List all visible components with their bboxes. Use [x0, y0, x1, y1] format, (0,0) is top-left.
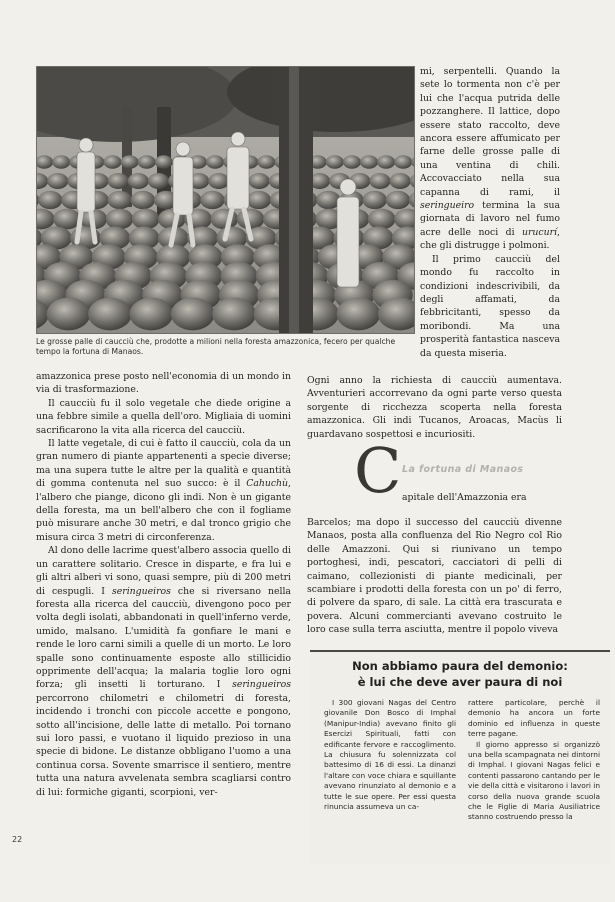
- rubber-ball: [360, 155, 378, 169]
- box-paragraph-3: Il giorno appresso si organizzò una bella scampagnata nei dintorni di Imphal. I giovani Nagas felici e contenti passarono cantando per le vie della città e visitarono i lavori in corso della nuova grande scuola che le Figlie di Maria Ausiliatrice stanno costruendo presso la: [468, 739, 601, 822]
- drop-cap: C: [354, 434, 402, 507]
- rubber-ball: [386, 191, 410, 209]
- rubber-ball: [257, 155, 275, 169]
- section-first-line: apitale dell'Amazzonia era: [402, 492, 527, 503]
- right-column-mid: [307, 374, 562, 441]
- rubber-ball: [377, 155, 395, 169]
- rubber-ball: [52, 155, 70, 169]
- rubber-ball: [337, 298, 381, 331]
- rubber-ball: [38, 191, 62, 209]
- rubber-ball: [131, 191, 155, 209]
- rubber-ball: [326, 155, 344, 169]
- photo-illustration: [37, 67, 414, 333]
- rubber-ball: [369, 173, 390, 189]
- rubber-ball: [47, 173, 68, 189]
- rubber-ball: [108, 173, 129, 189]
- left-column: [36, 370, 291, 799]
- section-paragraph: Barcelos; ma dopo il successo del caucciù divenne Manaos, posta alla confluenza del Rio Negro col Rio delle Amazzoni. Qui si riunivano un tempo portoghesi, indi, pescatori, cacciatori di pelli di caimano, collezionisti di piante medicinali, per scambiare i prodotti della foresta con un po' di ferro, di polvere da sparo, di sale. La città era trascurata e povera. Alcuni commercianti avevano costruito le loro case sulla terra asciutta, mentre il popolo viveva: [307, 517, 562, 636]
- rubber-ball: [249, 173, 270, 189]
- rubber-ball: [121, 155, 139, 169]
- rubber-ball: [206, 155, 224, 169]
- rubber-ball: [104, 155, 122, 169]
- left-paragraph-0: amazzonica prese posto nell'economia di un mondo in via di trasformazione.: [36, 371, 291, 396]
- sidebar-news-box: [310, 650, 610, 864]
- rubber-ball: [390, 173, 411, 189]
- box-paragraph-2: rattere particolare, perchè il demonio ha ancora un forte dominio ed influenza in queste terre pagane.: [468, 698, 600, 739]
- rubber-ball: [108, 191, 132, 209]
- box-paragraph-1: I 300 giovani Nagas del Centro giovanile Don Bosco di Imphal (Manipur-India) avevano finito gli Esercizi Spirituali, fatti con edificante fervore e raccoglimento. La chiusura fu solennizzata col battesimo di 16 di essi. La dinanzi l'altare con voce chiara e squillante avevano rinunziato al demonio e a tutte le sue opere. Per essi questa rinuncia assumeva un ca-: [324, 698, 456, 812]
- left-paragraph-2: Il latte vegetale, di cui è fatto il caucciù, cola da un gran numero di piante appartenenti a specie diverse; ma una supera tutte le altre per la qualità e quantità di gomma contenuta nel suo succo: è il Cahuchù, l'albero che piange, dicono gli indi. Non è un gigante della foresta, ma un bell'albero che con il fogliame può misurare anche 30 metri, e dal tronco grigio che misura circa 3 metri di circonferenza.: [36, 438, 291, 543]
- rubber-ball: [148, 173, 169, 189]
- rubber-ball: [368, 209, 396, 230]
- rubber-ball: [132, 209, 160, 230]
- box-title-line-2: è lui che deve aver paura di noi: [357, 675, 563, 689]
- rubber-ball: [129, 298, 173, 331]
- rubber-ball: [47, 298, 91, 331]
- right-column-top: [420, 65, 560, 360]
- rubber-ball: [138, 155, 156, 169]
- rubber-ball: [343, 155, 361, 169]
- rubber-ball: [171, 298, 215, 331]
- box-title: [310, 658, 610, 690]
- rubber-ball: [211, 209, 239, 230]
- left-paragraph-1: Il caucciù fu il solo vegetale che diede origine a una febbre simile a quella dell'oro. Migliaia di uomini sacrificarono la vita alla ricerca del caucciù.: [36, 397, 291, 436]
- right-top-paragraph-2: Il primo caucciù del mondo fu raccolto in condizioni indescrivibili, da degli affamati, da febbricitanti, spesso da moribondi. Ma una prosperità fantastica nasceva da questa miseria.: [420, 253, 560, 359]
- section-body: [307, 516, 562, 637]
- rubber-ball: [128, 173, 149, 189]
- rubber-ball: [106, 209, 134, 230]
- rubber-ball: [88, 298, 132, 331]
- rubber-ball: [200, 191, 224, 209]
- right-mid-paragraph: Ogni anno la richiesta di caucciù aumentava. Avventurieri accorrevano da ogni parte verso questa sorgente di ricchezza scoperta nella foresta amazzonica. Gli indi Tucanos, Aroacas, Macùs li guardavano sospettosi e incuriositi.: [307, 375, 562, 440]
- box-column-1: [324, 698, 456, 812]
- left-paragraph-3: Al dono delle lacrime quest'albero associa quello di un carattere solitario. Cresce in disparte, e fra lui e gli altri alberi vi sono, quasi sempre, più di 200 metri di cespugli. I seringueiros che si riversano nella foresta alla ricerca del caucciù, divengono poco per volta degli isolati, abbandonati in quell'inferno verde, umido, malsano. L'umidità fa gonfiare le mani e rende le loro carni simili a quelle di un morto. Le loro spalle sono continuamente esposte allo stillicidio opprimente dell'acqua; la malaria toglie loro ogni forza; gli insetti li torturano. I seringueiros percorrono chilometri e chilometri di foresta, incidendo i tronchi con piccole accette e pongono, sotto all'incisione, delle latte di metallo. Poi tornano sui loro passi, e vuotano il liquido prezioso in una specie di bidone. Le distanze obbligano l'uomo a una continua corsa. Sovente smarrisce il sentiero, mentre tutta una natura avvelenata sembra scagliarsi contro di lui: formiche giganti, scorpioni, ver-: [36, 545, 291, 798]
- rubber-ball: [247, 191, 271, 209]
- rubber-ball: [212, 298, 256, 331]
- rubber-balls-photo: [36, 66, 415, 334]
- photo-caption: Le grosse palle di caucciù che, prodotte a milioni nella foresta amazzonica, fecero per qualche tempo la fortuna di Manaos.: [36, 337, 396, 356]
- box-column-2: [468, 698, 600, 823]
- section-title: La fortuna di Manaos: [402, 464, 524, 475]
- right-top-paragraph-1: mi, serpentelli. Quando la sete lo tormenta non c'è per lui che l'acqua putrida delle pozzanghere. Il lattice, dopo essere stato raccolto, deve ancora essere affumicato per farne delle grosse palle di una ventina di chili. Accovacciato nella sua capanna di rami, il seringueiro termina la sua giornata di lavoro nel fumo acre delle noci di urucurí, che gli distrugge i polmoni.: [420, 66, 560, 252]
- page-number: 22: [12, 835, 23, 844]
- rubber-ball: [155, 155, 173, 169]
- box-title-line-1: Non abbiamo paura del demonio:: [352, 659, 568, 673]
- rubber-ball: [394, 155, 412, 169]
- rubber-ball: [208, 173, 229, 189]
- rubber-ball: [363, 191, 387, 209]
